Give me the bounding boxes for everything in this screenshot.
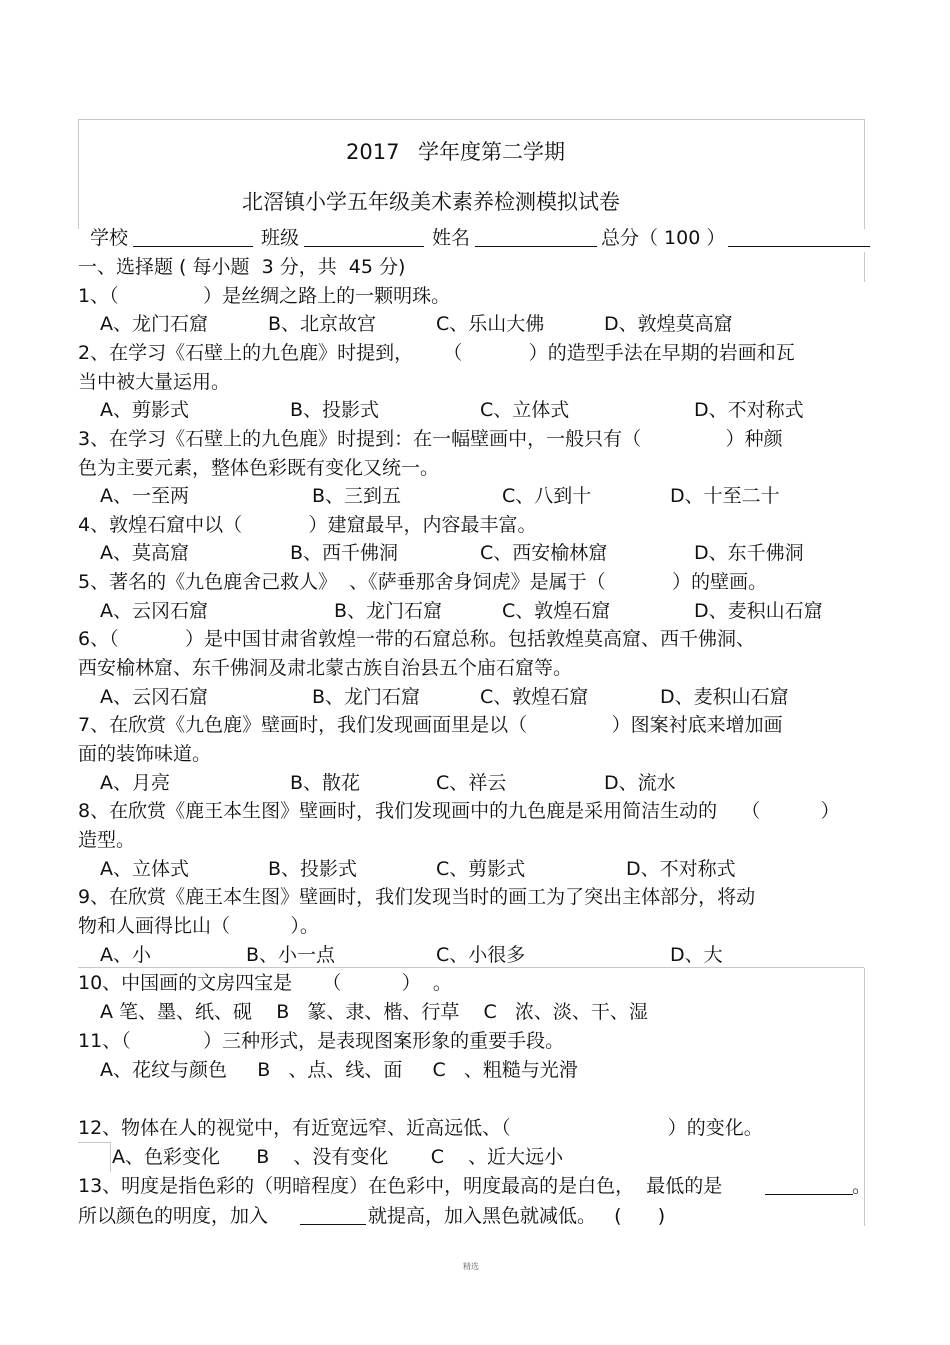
q6-option-d[interactable]: D、麦积山石窟 bbox=[660, 686, 789, 708]
q5-stem: 5、著名的《九色鹿舍己救人》 、《萨垂那舍身饲虎》是属于（ ）的壁画。 bbox=[78, 571, 768, 593]
q5-option-a[interactable]: A、云冈石窟 bbox=[100, 600, 208, 622]
q13-blank-2[interactable] bbox=[300, 1206, 366, 1225]
q5-option-b[interactable]: B、龙门石窟 bbox=[334, 600, 443, 622]
q7-stem: 7、在欣赏《九色鹿》壁画时，我们发现画面里是以（ ）图案衬底来增加画 bbox=[78, 714, 783, 736]
q8-stem: 8、在欣赏《鹿王本生图》壁画时，我们发现画中的九色鹿是采用简洁生动的 （ ） bbox=[78, 800, 840, 822]
q6-option-a[interactable]: A、云冈石窟 bbox=[100, 686, 208, 708]
q3-option-b[interactable]: B、三到五 bbox=[312, 485, 402, 507]
q7-option-d[interactable]: D、流水 bbox=[604, 772, 676, 794]
q5-option-d[interactable]: D、麦积山石窟 bbox=[694, 600, 823, 622]
q13-stem-end: 。 bbox=[852, 1175, 872, 1197]
q9-option-c[interactable]: C、小很多 bbox=[436, 944, 526, 966]
frame-box-q12 bbox=[78, 1142, 110, 1143]
q3-stem-cont: 色为主要元素，整体色彩既有变化又统一。 bbox=[78, 457, 440, 479]
title-term: 学年度第二学期 bbox=[418, 140, 565, 164]
name-label: 姓名 bbox=[432, 227, 471, 249]
frame-right-top bbox=[864, 119, 865, 229]
q4-stem: 4、敦煌石窟中以（ ）建窟最早，内容最丰富。 bbox=[78, 514, 537, 536]
q6-stem-cont: 西安榆林窟、东千佛洞及肃北蒙古族自治县五个庙石窟等。 bbox=[78, 657, 573, 679]
title-year: 2017 bbox=[346, 140, 400, 164]
frame-sep bbox=[78, 967, 864, 968]
q3-option-a[interactable]: A、一至两 bbox=[100, 485, 189, 507]
school-blank[interactable] bbox=[133, 228, 253, 247]
q5-option-c[interactable]: C、敦煌石窟 bbox=[502, 600, 611, 622]
q11-options[interactable]: A、花纹与颜色 B 、点、线、面 C 、粗糙与光滑 bbox=[100, 1059, 578, 1081]
q1-option-c[interactable]: C、乐山大佛 bbox=[436, 313, 545, 335]
page-footer: 精选 bbox=[463, 1262, 479, 1271]
q9-option-d[interactable]: D、大 bbox=[670, 944, 723, 966]
q1-option-b[interactable]: B、北京故宫 bbox=[268, 313, 377, 335]
q7-option-a[interactable]: A、月亮 bbox=[100, 772, 170, 794]
score-blank[interactable] bbox=[728, 228, 870, 247]
q8-stem-cont: 造型。 bbox=[78, 829, 136, 851]
q8-option-d[interactable]: D、不对称式 bbox=[626, 858, 736, 880]
class-blank[interactable] bbox=[304, 228, 424, 247]
q7-option-c[interactable]: C、祥云 bbox=[436, 772, 507, 794]
frame-box-q12-side bbox=[110, 1142, 111, 1172]
q2-option-b[interactable]: B、投影式 bbox=[290, 399, 380, 421]
q3-option-d[interactable]: D、十至二十 bbox=[670, 485, 780, 507]
q7-stem-cont: 面的装饰味道。 bbox=[78, 743, 212, 765]
q3-stem: 3、在学习《石壁上的九色鹿》时提到：在一幅壁画中，一般只有（ ）种颜 bbox=[78, 428, 783, 450]
q2-option-c[interactable]: C、立体式 bbox=[480, 399, 570, 421]
exam-subtitle: 北滘镇小学五年级美术素养检测模拟试卷 bbox=[242, 190, 620, 214]
q2-option-a[interactable]: A、剪影式 bbox=[100, 399, 189, 421]
q4-option-c[interactable]: C、西安榆林窟 bbox=[480, 542, 608, 564]
q2-stem-cont: 当中被大量运用。 bbox=[78, 371, 231, 393]
q2-stem: 2、在学习《石壁上的九色鹿》时提到， （ ）的造型手法在早期的岩画和瓦 bbox=[78, 342, 795, 364]
q1-option-a[interactable]: A、龙门石窟 bbox=[100, 313, 208, 335]
q11-stem: 11、（ ）三种形式，是表现图案形象的重要手段。 bbox=[78, 1030, 565, 1052]
q13-blank-1[interactable] bbox=[765, 1176, 853, 1195]
q4-option-a[interactable]: A、莫高窟 bbox=[100, 542, 189, 564]
q4-option-d[interactable]: D、东千佛洞 bbox=[694, 542, 804, 564]
name-blank[interactable] bbox=[475, 228, 597, 247]
q8-option-c[interactable]: C、剪影式 bbox=[436, 858, 526, 880]
frame-right-mid bbox=[864, 252, 865, 282]
q9-stem: 9、在欣赏《鹿王本生图》壁画时，我们发现当时的画工为了突出主体部分，将动 bbox=[78, 886, 756, 908]
q12-stem: 12、物体在人的视觉中，有近宽远窄、近高远低、（ ）的变化。 bbox=[78, 1117, 763, 1139]
frame-left-top bbox=[78, 119, 79, 229]
q9-option-b[interactable]: B、小一点 bbox=[246, 944, 336, 966]
q6-option-b[interactable]: B、龙门石窟 bbox=[312, 686, 421, 708]
section-heading: 一、选择题 ( 每小题 3 分，共 45 分) bbox=[78, 256, 406, 278]
score-label: 总分（ 100 ） bbox=[601, 227, 726, 249]
school-label: 学校 bbox=[90, 227, 129, 249]
q10-options[interactable]: A 笔、墨、纸、砚 B 篆、隶、楷、行草 C 浓、淡、干、湿 bbox=[100, 1001, 648, 1023]
frame-top bbox=[78, 119, 864, 120]
q13-stem: 13、明度是指色彩的（明暗程度）在色彩中，明度最高的是白色， 最低的是 bbox=[78, 1175, 723, 1197]
q13-stem-cont: 所以颜色的明度，加入 bbox=[78, 1205, 269, 1227]
q3-option-c[interactable]: C、八到十 bbox=[502, 485, 592, 507]
q8-option-b[interactable]: B、投影式 bbox=[268, 858, 358, 880]
q12-options[interactable]: A、色彩变化 B 、没有变化 C 、近大远小 bbox=[112, 1146, 564, 1168]
q13-stem-cont-2: 就提高，加入黑色就减低。 ( ) bbox=[368, 1205, 666, 1227]
q6-stem: 6、（ ）是中国甘肃省敦煌一带的石窟总称。包括敦煌莫高窟、西千佛洞、 bbox=[78, 628, 756, 650]
class-label: 班级 bbox=[261, 227, 300, 249]
q7-option-b[interactable]: B、散花 bbox=[290, 772, 361, 794]
q2-option-d[interactable]: D、不对称式 bbox=[694, 399, 804, 421]
q1-option-d[interactable]: D、敦煌莫高窟 bbox=[604, 313, 733, 335]
q1-stem: 1、（ ）是丝绸之路上的一颗明珠。 bbox=[78, 285, 451, 307]
q9-option-a[interactable]: A、小 bbox=[100, 944, 151, 966]
q9-stem-cont: 物和人画得比山（ ）。 bbox=[78, 915, 319, 937]
q6-option-c[interactable]: C、敦煌石窟 bbox=[480, 686, 589, 708]
q10-stem: 10、中国画的文房四宝是 （ ） 。 bbox=[78, 972, 452, 994]
q8-option-a[interactable]: A、立体式 bbox=[100, 858, 189, 880]
q4-option-b[interactable]: B、西千佛洞 bbox=[290, 542, 399, 564]
